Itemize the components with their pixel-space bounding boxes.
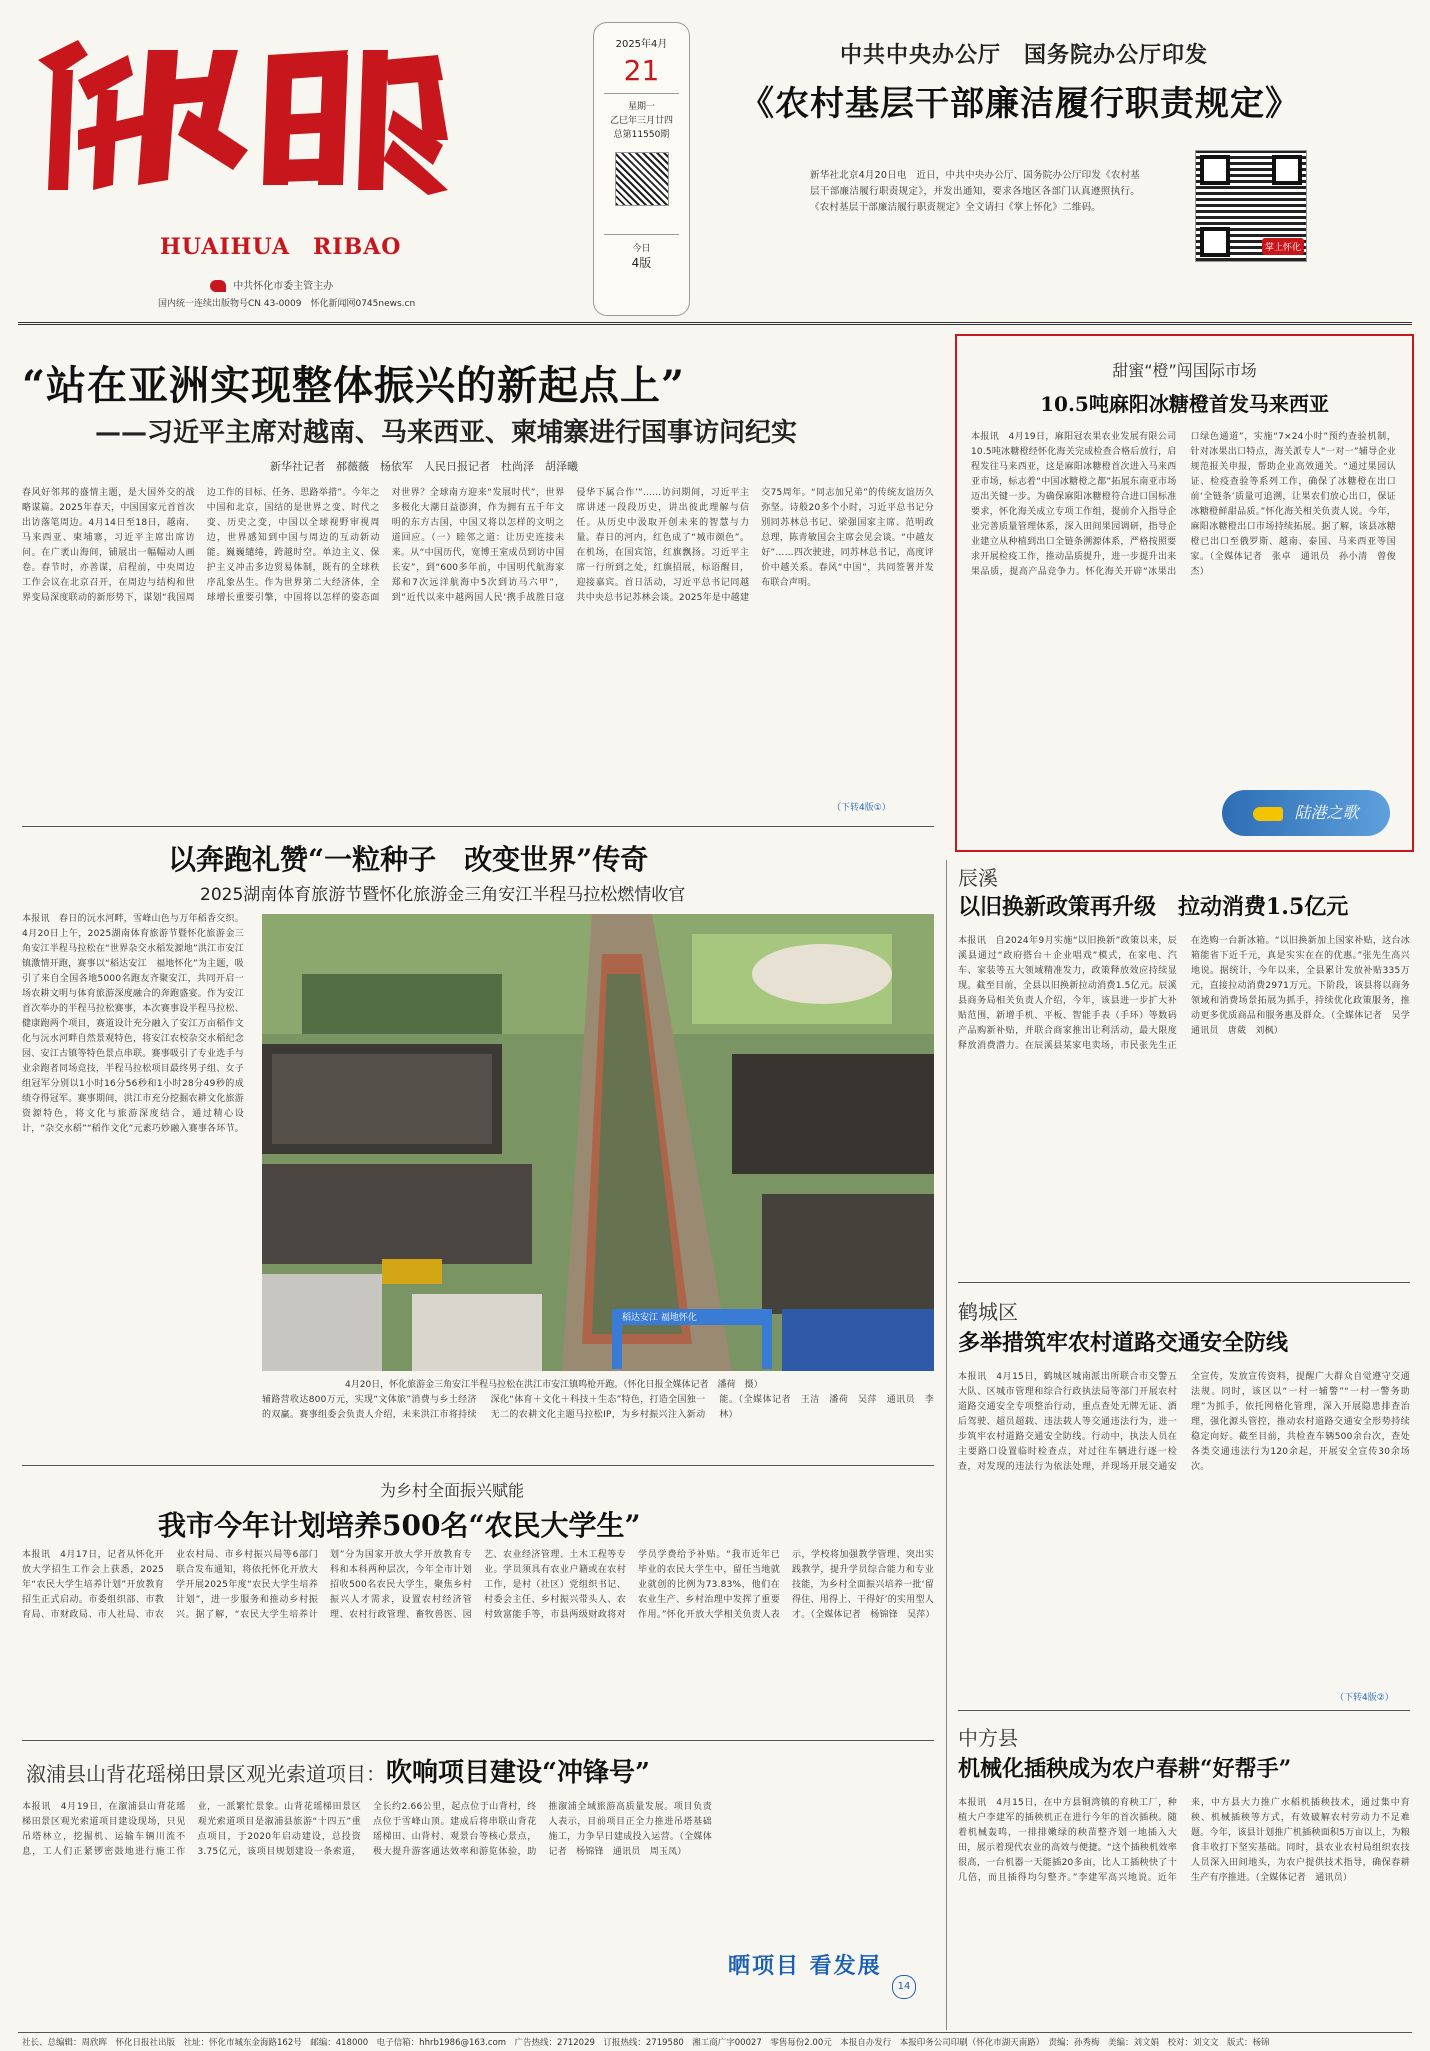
right-column-divider: [946, 860, 947, 2030]
cableway-top-rule: [22, 1740, 934, 1741]
cn-number: 国内统一连续出版物号CN 43-0009 怀化新闻网0745news.cn: [158, 299, 416, 309]
cableway-title-line: [26, 1752, 650, 1789]
sidebar-stamp: [1222, 790, 1390, 836]
top-news-kicker: 中共中央办公厅 国务院办公厅印发: [840, 43, 1209, 68]
chenxi-headline: 以旧换新政策再升级 拉动消费1.5亿元: [958, 894, 1349, 920]
sidebar-stamp-text: 陆港之歌: [1294, 803, 1359, 822]
qr-finder-bl: [1200, 227, 1230, 257]
lead-continue-note[interactable]: （下转4版①）: [832, 803, 891, 813]
lead-body: 春风好邻邦的盛情主题，是大国外交的战略谋篇。2025年春天，中国国家元首首次出访落笔周边。4月14日至18日，越南、马来西亚、柬埔寨，习近平主席出席访问。在广袤山海间，铺展出一幅幅动人画卷。春节时，亦善谋，启程前，中央周边工作会议在北京召开，在周边与结构和世界变局深度联动的新形势下，谋划“我国周边工作的目标、任务、思路举措”。今年之中国和北京，国结的是世界之变、时代之变、历史之变，中国以全球视野审视周边，世界感知到中国与周边的互动新动能。巍巍缱绻，跨越时空。单边主义、保护主义冲击多边贸易体制，既有的全球秩序乱象丛生。作为世界第二大经济体，全球增长重要引擎，中国将以怎样的姿态面对世界？全球南方迎来“发展时代”，世界多极化大潮日益澎湃，作为拥有五千年文明的东方古国，中国又将以怎样的文明之道回应。（一）睦邻之道：让历史连接未来。从“中国历代，宽博王室成员到访中国长安”，到“600多年前，中国明代航海家郑和7次远洋航海中5次到访马六甲”，到“近代以来中越两国人民‘携手战胜日寇侵华下属合作’”……访问期间，习近平主席讲述一段段历史，讲出彼此理解与信任。从历史中汲取开创未来的智慧与力量。春日的河内，红色成了“城市颜色”。在机场，在国宾馆，红旗飘扬。习近平主席一行所到之处，红旗招展，标语醒目，迎接嘉宾。首日活动，习近平总书记同越共中央总书记苏林会谈。2025年是中越建交75周年。“同志加兄弟”的传统友谊历久弥坚。诗般20多个小时，习近平总书记分别同苏林总书记、梁强国家主席、范明政总理，陈青敏国会主席会见会谈。“中越友好”……四次驶进，同苏林总书记，高度评价中越关系。春风“中国”，共同签署并发布联合声明。: [22, 488, 934, 603]
zhongfang-region: 中方县: [958, 1726, 1018, 1750]
date-lunar: 乙巳年三月廿四: [609, 116, 673, 126]
zhongfang-body: 本报讯 4月15日，在中方县铜湾镇的育秧工厂，种植大户李建军的插秧机正在进行今年的首次插秧。随着机械轰鸣，一排排嫩绿的秧苗整齐划一地插入大田，展示着现代农业的高效与便捷。“这个插秧机效率很高，一台机器一天能插20多亩，比人工插秧快了十几倍，而且插得均匀整齐。”李建军高兴地说。近年来，中方县大力推广水稻机插秧技术，通过集中育秧、机械插秧等方式，有效破解农村劳动力不足难题。今年，该县计划推广机插秧面积5万亩以上，为粮食丰收打下坚实基础。同时，县农业农村局组织农技人员深入田间地头，为农户提供技术指导，确保春耕生产有序推进。（全媒体记者 通讯员）: [958, 1798, 1410, 1883]
hecheng-headline: 多举措筑牢农村道路交通安全防线: [958, 1330, 1289, 1356]
sidebar-feature-box: [955, 334, 1414, 852]
masthead: [0, 0, 1430, 320]
hecheng-region: 鹤城区: [958, 1300, 1018, 1324]
marathon-photo: [262, 914, 934, 1371]
publisher-line: [210, 277, 333, 292]
farmers-headline: 我市今年计划培养500名“农民大学生”: [158, 1509, 641, 1542]
date-box: [593, 22, 690, 316]
hecheng-body: 本报讯 4月15日，鹤城区城南派出所联合市交警五大队、区城市管理和综合行政执法局等部门开展农村道路交通安全专项整治行动，重点查处无牌无证、酒后驾驶、超员超载、违法载人等交通违法行为，进一步筑牢农村道路交通安全防线。行动中，执法人员在主要路口设置临时检查点，对过往车辆进行逐一检查，对发现的违法行为依法处理，并现场开展交通安全宣传，发放宣传资料，提醒广大群众自觉遵守交通法规。同时，该区以“一村一辅警”“一村一警务助理”为抓手，依托网格化管理，深入开展隐患排查治理，强化源头管控，推动农村道路交通安全形势持续稳定向好。截至目前，共检查车辆500余台次，查处各类交通违法行为120余起，开展安全宣传30余场次。: [958, 1372, 1410, 1472]
cableway-kicker: 溆浦县山背花瑶梯田景区观光索道项目：: [26, 1762, 386, 1786]
sidebar-kicker: 甜蜜“橙”闯国际市场: [1112, 361, 1257, 380]
marathon-top-rule: [22, 826, 934, 827]
masthead-pinyin: HUAIHUA RIBAO: [160, 234, 402, 260]
zhongfang-headline: 机械化插秧成为农户春耕“好帮手”: [958, 1756, 1292, 1782]
lead-headline: “站在亚洲实现整体振兴的新起点上”: [22, 362, 686, 409]
cableway-stamp-number: 14: [892, 1975, 916, 1999]
top-news-headline: 《农村基层干部廉洁履行职责规定》: [740, 84, 1300, 124]
cableway-stamp: [720, 1935, 930, 2015]
qr-finder-tr: [1272, 155, 1302, 185]
sidebar-body: 本报讯 4月19日，麻阳冠农果农业发展有限公司10.5吨冰糖橙经怀化海关完成检查合格后放行，启程发往马来西亚，这是麻阳冰糖橙首次进入马来西亚市场，标志着“中国冰糖橙之都”拓展东南亚市场迈出关键一步。为确保麻阳冰糖橙符合进口国标准要求，怀化海关成立专项工作组，提前介入指导企业完善质量管理体系，深入田间果园调研，指导企业建立从种植到出口全链条溯源体系，严格按照要求开展检疫工作，推动品质提升，进一步提升出来果品质，提高产品竞争力。怀化海关开辟“冰果出口绿色通道”，实施“7×24小时”预约查验机制，针对冰果出口特点，海关派专人“一对一”辅导企业规范报关申报，帮助企业高效通关。“通过果园认证、检疫查验等系列工作，确保了冰糖橙在出口前‘全链条’质量可追溯，让果农们放心出口，保证冰糖橙鲜甜品质。”怀化海关相关负责人说。今年，麻阳冰糖橙出口市场持续拓展。据了解，该县冰糖橙已出口至俄罗斯、越南、泰国、马来西亚等国家。（全媒体记者 张卓 通讯员 孙小清 曾俊杰）: [971, 432, 1396, 577]
sidebar-headline: 10.5吨麻阳冰糖橙首发马来西亚: [1040, 392, 1329, 416]
chenxi-body: 本报讯 自2024年9月实施“以旧换新”政策以来，辰溪县通过“政府搭台＋企业唱戏”模式，在家电、汽车、家装等五大领域精准发力，政策释放效应持续显现。截至目前，全县以旧换新拉动消费1.5亿元。辰溪县商务局相关负责人介绍，今年，该县进一步扩大补贴范围，新增手机、平板、智能手表（手环）等数码产品购新补贴，并联合商家推出让利活动，最大限度释放消费潜力。在辰溪县某家电卖场，市民张先生正在选购一台新冰箱。“以旧换新加上国家补贴，这台冰箱能省下近千元，真是实实在在的优惠。”张先生高兴地说。据统计，今年以来，全县累计发放补贴335万元，直接拉动消费2971万元。下阶段，该县将以商务领域和消费场景拓展为抓手，持续优化政策服务，推动更多优质商品和服务惠及群众。（全媒体记者 吴学 通讯员 唐葳 刘枫）: [958, 936, 1420, 1051]
logo: [18, 20, 458, 210]
publisher-text: 中共怀化市委主管主办: [233, 281, 334, 292]
date-year-month: 2025年4月: [615, 39, 668, 50]
chenxi-region: 辰溪: [958, 866, 998, 890]
today-pages: 4版: [631, 256, 652, 270]
train-icon: [1253, 807, 1283, 821]
marathon-body-right: 辅路营收达800万元，实现“文体旅”消费与乡土经济的双赢。赛事组委会负责人介绍，未来洪江市将持续深化“体育＋文化＋科技＋生态”特色，打造全国独一无二的农耕文化主题马拉松IP，为乡村振兴注入新动能。（全媒体记者 王洁 潘荷 吴萍 通讯员 李林）: [262, 1395, 934, 1420]
cableway-body-extra: [722, 1800, 934, 1860]
marathon-photo-caption: 4月20日，怀化旅游金三角安江半程马拉松在洪江市安江镇鸣枪开跑。（怀化日报全媒体记者 潘荷 摄）: [345, 1380, 763, 1390]
zhongfang-top-rule: [958, 1710, 1410, 1711]
date-issue: 总第11550期: [613, 130, 670, 140]
marathon-headline: 以奔跑礼赞“一粒种子 改变世界”传奇: [168, 843, 649, 876]
footer-rule: [18, 2032, 1412, 2033]
hecheng-top-rule: [958, 1282, 1410, 1283]
hecheng-continue-note[interactable]: （下转4版②）: [1335, 1693, 1394, 1703]
farmers-body: 本报讯 4月17日，记者从怀化开放大学招生工作会上获悉，2025年“农民大学生培养计划”开放教育招生正式启动。市委组织部、市教育局、市财政局、市人社局、市农业农村局、市乡村振兴局等6部门联合发布通知，将依托怀化开放大学开展2025年度“农民大学生培养计划”，进一步服务和推动乡村振兴。据了解，“农民大学生培养计划”分为国家开放大学开放教育专科和本科两种层次，今年全市计划招收500名农民大学生，聚焦乡村振兴人才需求，设置农村经济管理、农村行政管理、畜牧兽医、园艺、农业经济管理、土木工程等专业。学员须具有农业户籍或在农村工作，是村（社区）党组织书记、村委会主任、乡村振兴带头人、农村致富能手等，市县两级财政将对学员学费给予补贴。“我市近年已毕业的农民大学生中，留任当地就业就创的比例为73.83%，他们在农业生产、乡村治理中发挥了重要作用。”怀化开放大学相关负责人表示，学校将加强教学管理、突出实践教学，提升学员综合能力和专业技能，为乡村全面振兴培养一批‘留得住、用得上、干得好’的实用型人才。（全媒体记者 杨锦锋 吴萍）: [22, 1550, 935, 1620]
marathon-subhead: 2025湖南体育旅游节暨怀化旅游金三角安江半程马拉松燃情收官: [200, 885, 686, 905]
footer-text: 社长、总编辑：周欣晖 怀化日报社出版 社址：怀化市城东金海路162号 邮编：418000 电子信箱：hhrb1986@163.com 广告热线：2712029 订报热线：2719580 湘工商广字00027 零售每份2.00元 本报自办发行 本报印务公司印刷（怀化市湖天南路） 责编：孙秀梅 美编：刘文娟 校对：刘文文 版式：杨锦: [22, 2038, 1270, 2048]
app-badge: 掌上怀化: [1262, 238, 1304, 255]
lead-byline: 新华社记者 郝薇薇 杨依军 人民日报记者 杜尚泽 胡泽曦: [270, 460, 578, 473]
masthead-rule: [18, 322, 1412, 325]
logo-calligraphy: [18, 20, 458, 200]
cableway-headline: 吹响项目建设“冲锋号”: [386, 1758, 650, 1788]
today-label: 今日: [632, 244, 651, 254]
date-qr-code[interactable]: [615, 152, 669, 206]
lead-subhead: ——习近平主席对越南、马来西亚、柬埔寨进行国事访问纪实: [95, 418, 798, 448]
cableway-stamp-text: 晒项目 看发展: [728, 1953, 882, 1979]
marathon-body-left: 本报讯 春日的沅水河畔，雪峰山色与万年稻香交织。4月20日上午，2025湖南体育旅游节暨怀化旅游金三角安江半程马拉松在“世界杂交水稻发源地”洪江市安江镇激情开跑，赛事以“稻达安江 福地怀化”为主题，吸引了来自全国各地5000名跑友齐聚安江，共同开启一场农耕文明与体育旅游深度融合的奔跑盛宴。作为安江首次举办的半程马拉松赛事，本次赛事设半程马拉松、健康跑两个项目，赛道设计充分融入了安江万亩稻作文化与沅水河畔自然景观特色，将安江农校杂交水稻纪念园、安江古镇等特色景点串联。赛事吸引了专业选手与业余跑者同场竞技，半程马拉松项目最终男子组、女子组冠军分别以1小时16分56秒和1小时28分49秒的成绩夺得冠军。赛事期间，洪江市充分挖掘农耕文化旅游资源特色，将文化与旅游深度结合，通过精心设计，“杂交水稻”“稻作文化”元素巧妙融入赛事各环节。: [22, 914, 244, 1134]
top-news-body: 新华社北京4月20日电 近日，中共中央办公厅、国务院办公厅印发《农村基层干部廉洁履行职责规定》，并发出通知，要求各地区各部门认真遵照执行。《农村基层干部廉洁履行职责规定》全文请扫《掌上怀化》二维码。: [810, 170, 1140, 213]
farmers-kicker: 为乡村全面振兴赋能: [380, 1481, 525, 1500]
top-news-qr-code[interactable]: [1195, 150, 1307, 262]
cableway-body: 本报讯 4月19日，在溆浦县山背花瑶梯田景区观光索道项目建设现场，只见吊塔林立，挖掘机、运输车辆川流不息，工人们正紧锣密鼓地进行施工作业，一派繁忙景象。山背花瑶梯田景区观光索道项目是溆浦县旅游“十四五”重点项目，于2020年启动建设，总投资3.75亿元，该项目规划建设一条索道，全长约2.66公里，起点位于山背村，终点位于雪峰山顶。建成后将串联山背花瑶梯田、山背村、观景台等核心景点，极大提升游客通达效率和游览体验，助推溆浦全域旅游高质量发展。项目负责人表示，目前项目正全力推进吊塔基础施工，力争早日建成投入运营。（全媒体记者 杨锦锋 通讯员 周玉凤）: [22, 1802, 712, 1857]
date-day: 21: [623, 54, 660, 87]
marathon-photo-banner: 稻达安江 福地怀化: [622, 1313, 697, 1323]
qr-finder-tl: [1200, 155, 1230, 185]
date-weekday: 星期一: [627, 102, 655, 112]
farmers-top-rule: [22, 1465, 934, 1466]
publisher-logo-icon: [210, 280, 226, 292]
marathon-photo-illustration: [262, 914, 934, 1371]
